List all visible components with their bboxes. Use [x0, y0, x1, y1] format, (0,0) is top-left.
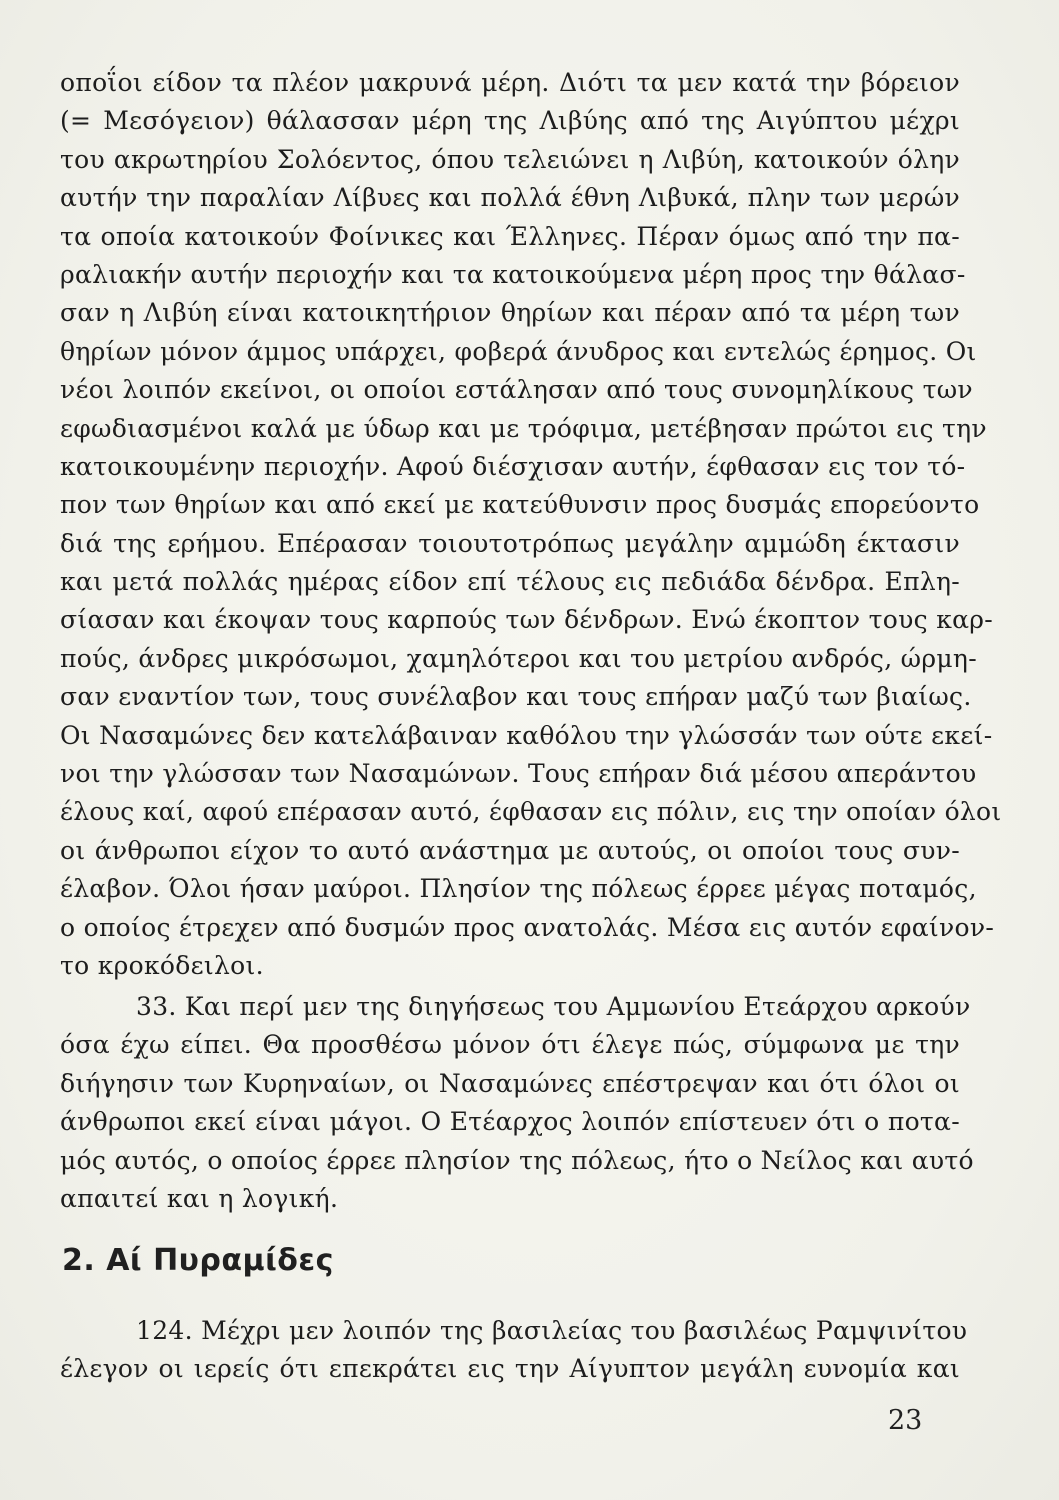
text-line: απαιτεί και η λογική.	[60, 1183, 339, 1213]
text-line: πούς, άνδρες μικρόσωμοι, χαμηλότεροι και του μετρίου ανδρός, ώρμη-	[60, 643, 977, 673]
paragraph-33	[60, 988, 974, 1218]
text-line: νέοι λοιπόν εκείνοι, οι οποίοι εστάλησαν από τους συνομηλίκους των	[60, 375, 973, 405]
text-line: σίασαν και έκοψαν τους καρπούς των δένδρων. Ενώ έκοπτον τους καρ-	[60, 605, 994, 635]
text-line: οι άνθρωποι είχον το αυτό ανάστημα με αυτούς, οι οποίοι τους συν-	[60, 835, 960, 865]
text-line: 33. Και περί μεν της διηγήσεως του Αμμωνίου Ετεάρχου αρκούν	[136, 992, 971, 1021]
text-line: αυτήν την παραλίαν Λίβυες και πολλά έθνη Λιβυκά, πλην των μερών	[60, 183, 960, 213]
text-line: Οι Νασαμώνες δεν κατελάβαιναν καθόλου την γλώσσάν των ούτε εκεί-	[60, 720, 993, 750]
text-line: οποΐοι είδον τα πλέον μακρυνά μέρη. Διότι τα μεν κατά την βόρειον	[60, 68, 960, 97]
text-line: σαν η Λιβύη είναι κατοικητήριον θηρίων και πέραν από τα μέρη των	[60, 298, 960, 328]
paragraph-124	[60, 1312, 968, 1389]
text-line: κατοικουμένην περιοχήν. Αφού διέσχισαν αυτήν, έφθασαν εις τον τό-	[60, 451, 966, 481]
text-line: πον των θηρίων και από εκεί με κατεύθυνσιν προς δυσμάς επορεύοντο	[60, 490, 980, 520]
section-heading: 2. Αί Πυραμίδες	[62, 1243, 334, 1278]
text-line: νοι την γλώσσαν των Νασαμώνων. Τους επήραν διά μέσου απεράντου	[60, 759, 977, 789]
text-line: έλεγον οι ιερείς ότι επεκράτει εις την Αίγυπτον μεγάλη ευνομία και	[60, 1354, 960, 1384]
text-line: άνθρωποι εκεί είναι μάγοι. Ο Ετέαρχος λοιπόν επίστευεν ότι ο ποτα-	[60, 1107, 960, 1137]
text-line: και μετά πολλάς ημέρας είδον επί τέλους εις πεδιάδα δένδρα. Επλη-	[60, 567, 960, 597]
text-line: μός αυτός, ο οποίος έρρεε πλησίον της πόλεως, ήτο ο Νείλος και αυτό	[60, 1145, 974, 1175]
text-line: του ακρωτηρίου Σολόεντος, όπου τελειώνει η Λιβύη, κατοικούν όλην	[60, 144, 960, 174]
text-line: διά της ερήμου. Επέρασαν τοιουτοτρόπως μεγάλην αμμώδη έκτασιν	[60, 528, 960, 558]
text-line: θηρίων μόνον άμμος υπάρχει, φοβερά άνυδρος και εντελώς έρημος. Οι	[60, 336, 977, 366]
text-line: όσα έχω είπει. Θα προσθέσω μόνον ότι έλεγε πώς, σύμφωνα με την	[60, 1030, 960, 1060]
text-line: 124. Μέχρι μεν λοιπόν της βασιλείας του βασιλέως Ραμψινίτου	[136, 1316, 968, 1345]
body-paragraph	[60, 64, 1002, 985]
text-line: έλους καί, αφού επέρασαν αυτό, έφθασαν εις πόλιν, εις την οποίαν όλοι	[60, 797, 1002, 827]
text-line: διήγησιν των Κυρηναίων, οι Νασαμώνες επέστρεψαν και ότι όλοι οι	[60, 1068, 960, 1098]
text-line: έλαβον. Όλοι ήσαν μαύροι. Πλησίον της πόλεως έρρεε μέγας ποταμός,	[60, 874, 977, 904]
text-line: εφωδιασμένοι καλά με ύδωρ και με τρόφιμα, μετέβησαν πρώτοι εις την	[60, 413, 987, 443]
text-line: σαν εναντίον των, τους συνέλαβον και τους επήραν μαζύ των βιαίως.	[60, 682, 972, 712]
text-line: (= Μεσόγειον) θάλασσαν μέρη της Λιβύης από της Αιγύπτου μέχρι	[60, 106, 960, 136]
text-line: ο οποίος έτρεχεν από δυσμών προς ανατολάς. Μέσα εις αυτόν εφαίνον-	[60, 912, 995, 942]
text-line: ραλιακήν αυτήν περιοχήν και τα κατοικούμενα μέρη προς την θάλασ-	[60, 259, 966, 289]
text-line: τα οποία κατοικούν Φοίνικες και Έλληνες. Πέραν όμως από την πα-	[60, 221, 960, 251]
page-number: 23	[888, 1405, 923, 1436]
text-line: το κροκόδειλοι.	[60, 950, 264, 980]
